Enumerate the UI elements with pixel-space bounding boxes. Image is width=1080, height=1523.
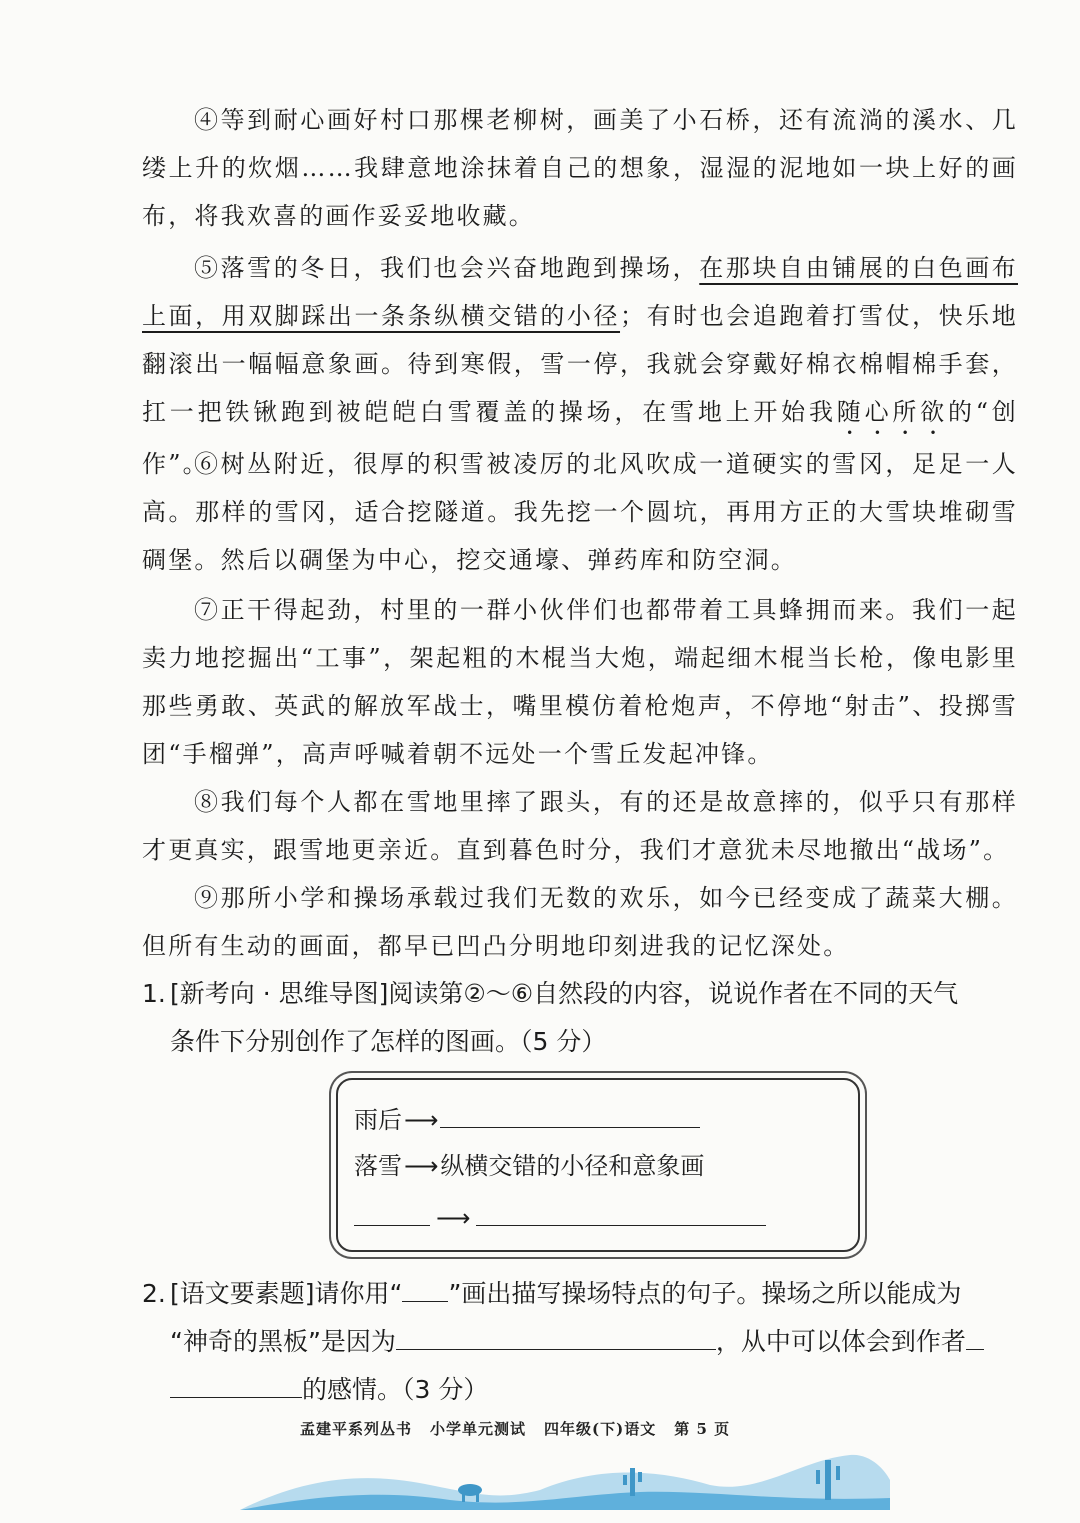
answer-blank-feeling[interactable] xyxy=(170,1375,302,1398)
mind-map-answer-snow: 纵横交错的小径和意象画 xyxy=(440,1152,705,1180)
question-2-part1: [语文要素题]请你用“ xyxy=(170,1279,403,1308)
p5-text-a: ⑤落雪的冬日，我们也会兴奋地跑到操场， xyxy=(194,254,700,282)
p5-dotted-phrase: 随心所欲 xyxy=(836,398,948,426)
answer-blank-symbol[interactable] xyxy=(402,1279,448,1302)
footer-grade: 四年级(下)语文 xyxy=(544,1420,657,1438)
footer-book: 小学单元测试 xyxy=(430,1420,527,1438)
arrow-icon: ⟶ xyxy=(404,1106,439,1134)
page-footer xyxy=(300,1418,800,1439)
answer-blank-weather[interactable] xyxy=(354,1203,430,1226)
desert-landscape-decoration xyxy=(240,1440,890,1510)
mind-map-label-rain: 雨后 xyxy=(354,1106,402,1134)
question-1-line2: 条件下分别创作了怎样的图画。（5 分） xyxy=(170,1027,607,1056)
question-1-number: 1. xyxy=(142,979,166,1008)
question-2-part4: ，从中可以体会到作者 xyxy=(715,1327,966,1356)
mind-map-row-rain xyxy=(354,1100,700,1140)
answer-blank-picture[interactable] xyxy=(476,1203,766,1226)
p5-text-c: 的“创作”。 xyxy=(142,398,1019,478)
question-1 xyxy=(142,970,1022,1066)
question-2 xyxy=(142,1270,1022,1414)
question-2-part2: ”画出描写操场特点的句子。操场之所以能成为 xyxy=(448,1279,962,1308)
question-2-part5: 的感情。（3 分） xyxy=(302,1375,489,1404)
question-2-number: 2. xyxy=(142,1279,166,1308)
mind-map-label-snow: 落雪 xyxy=(354,1152,402,1180)
question-2-line2 xyxy=(142,1318,1022,1366)
question-2-part3: “神奇的黑板”是因为 xyxy=(170,1327,396,1356)
question-2-line3 xyxy=(142,1366,1022,1414)
paragraph-8: ⑧我们每个人都在雪地里摔了跟头，有的还是故意摔的，似乎只有那样才更真实，跟雪地更亲近。直到暮色时分，我们才意犹未尽地撤出“战场”。 xyxy=(142,788,1018,864)
p5-text-b: ；有时也会追跑着打雪仗，快乐地翻滚出一幅幅意象画。待到寒假，雪一停，我就会穿戴好棉衣棉帽棉手套，扛一把铁锹跑到被皑皑白雪覆盖的操场，在雪地上开始我 xyxy=(142,302,1018,426)
answer-blank-rain[interactable] xyxy=(440,1105,700,1128)
answer-blank-feeling-start[interactable] xyxy=(966,1327,984,1350)
footer-page-number: 第 5 页 xyxy=(674,1420,731,1438)
arrow-icon: ⟶ xyxy=(436,1204,471,1232)
arrow-icon: ⟶ xyxy=(404,1152,439,1180)
answer-blank-reason[interactable] xyxy=(396,1327,716,1350)
footer-series: 孟建平系列丛书 xyxy=(300,1420,413,1438)
p5-underlined-sentence: 在那块自由铺展的白色画布上面，用双脚踩出一条条纵横交错的小径 xyxy=(142,254,1018,330)
question-1-line1: [新考向 · 思维导图]阅读第②～⑥自然段的内容，说说作者在不同的天气 xyxy=(170,979,959,1008)
mind-map-row-blank xyxy=(354,1198,766,1238)
paragraph-9: ⑨那所小学和操场承载过我们无数的欢乐，如今已经变成了蔬菜大棚。但所有生动的画面，都早已凹凸分明地印刻进我的记忆深处。 xyxy=(142,884,1018,960)
paragraph-6: ⑥树丛附近，很厚的积雪被凌厉的北风吹成一道硬实的雪冈，足足一人高。那样的雪冈，适合挖隧道。我先挖一个圆坑，再用方正的大雪块堆砌雪碉堡。然后以碉堡为中心，挖交通壕、弹药库和防空洞。 xyxy=(142,450,1018,574)
mind-map-row-snow xyxy=(354,1146,704,1186)
mind-map-box xyxy=(336,1078,860,1252)
paragraph-4: ④等到耐心画好村口那棵老柳树，画美了小石桥，还有流淌的溪水、几缕上升的炊烟……我肆意地涂抹着自己的想象，湿湿的泥地如一块上好的画布，将我欢喜的画作妥妥地收藏。 xyxy=(142,106,1018,230)
paragraph-7: ⑦正干得起劲，村里的一群小伙伴们也都带着工具蜂拥而来。我们一起卖力地挖掘出“工事”，架起粗的木棍当大炮，端起细木棍当长枪，像电影里那些勇敢、英武的解放军战士，嘴里模仿着枪炮声，不停地“射击”、投掷雪团“手榴弹”，高声呼喊着朝不远处一个雪丘发起冲锋。 xyxy=(142,596,1018,768)
